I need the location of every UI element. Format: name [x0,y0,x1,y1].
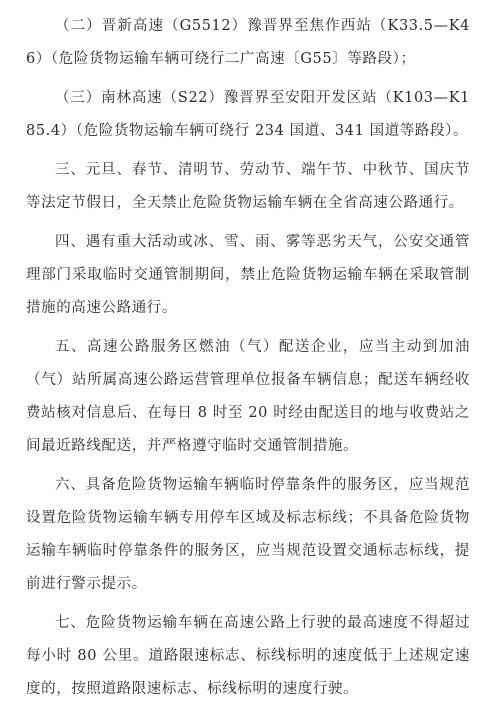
paragraph-section-7-speed-limit: 七、危险货物运输车辆在高速公路上行驶的最高速度不得超过每小时 80 公里。道路限速标志、标线标明的速度低于上述规定速度的，按照道路限速标志、标线标明的速度行驶。 [26,615,470,697]
paragraph-item-2-jinxin-expressway: （二）晋新高速（G5512）豫晋界至焦作西站（K33.5—K46）（危险货物运输车辆可绕行二广高速〔G55〕等路段）； [26,18,470,67]
paragraph-section-5-fuel-delivery: 五、高速公路服务区燃油（气）配送企业，应当主动到加油（气）站所属高速公路运营管理单位报备车辆信息；配送车辆经收费站核对信息后、在每日 8 时至 20 时经由配送目的地与收费站之间最近路线配送，并严格遵守临时交通管制措施。 [26,339,470,454]
paragraph-item-3-nanlin-expressway: （三）南林高速（S22）豫晋界至安阳开发区站（K103—K185.4）（危险货物运输车辆可绕行 234 国道、341 国道等路段）。 [26,90,470,139]
paragraph-section-6-service-areas: 六、具备危险货物运输车辆临时停靠条件的服务区，应当规范设置危险货物运输车辆专用停车区域及标志标线；不具备危险货物运输车辆临时停靠条件的服务区，应当规范设置交通标志标线，提前进行警示提示。 [26,477,470,592]
paragraph-section-3-holidays: 三、元旦、春节、清明节、劳动节、端午节、中秋节、国庆节等法定节假日，全天禁止危险货物运输车辆在全省高速公路通行。 [26,162,470,211]
paragraph-section-4-major-events-weather: 四、遇有重大活动或冰、雪、雨、雾等恶劣天气，公安交通管理部门采取临时交通管制期间，禁止危险货物运输车辆在采取管制措施的高速公路通行。 [26,234,470,316]
